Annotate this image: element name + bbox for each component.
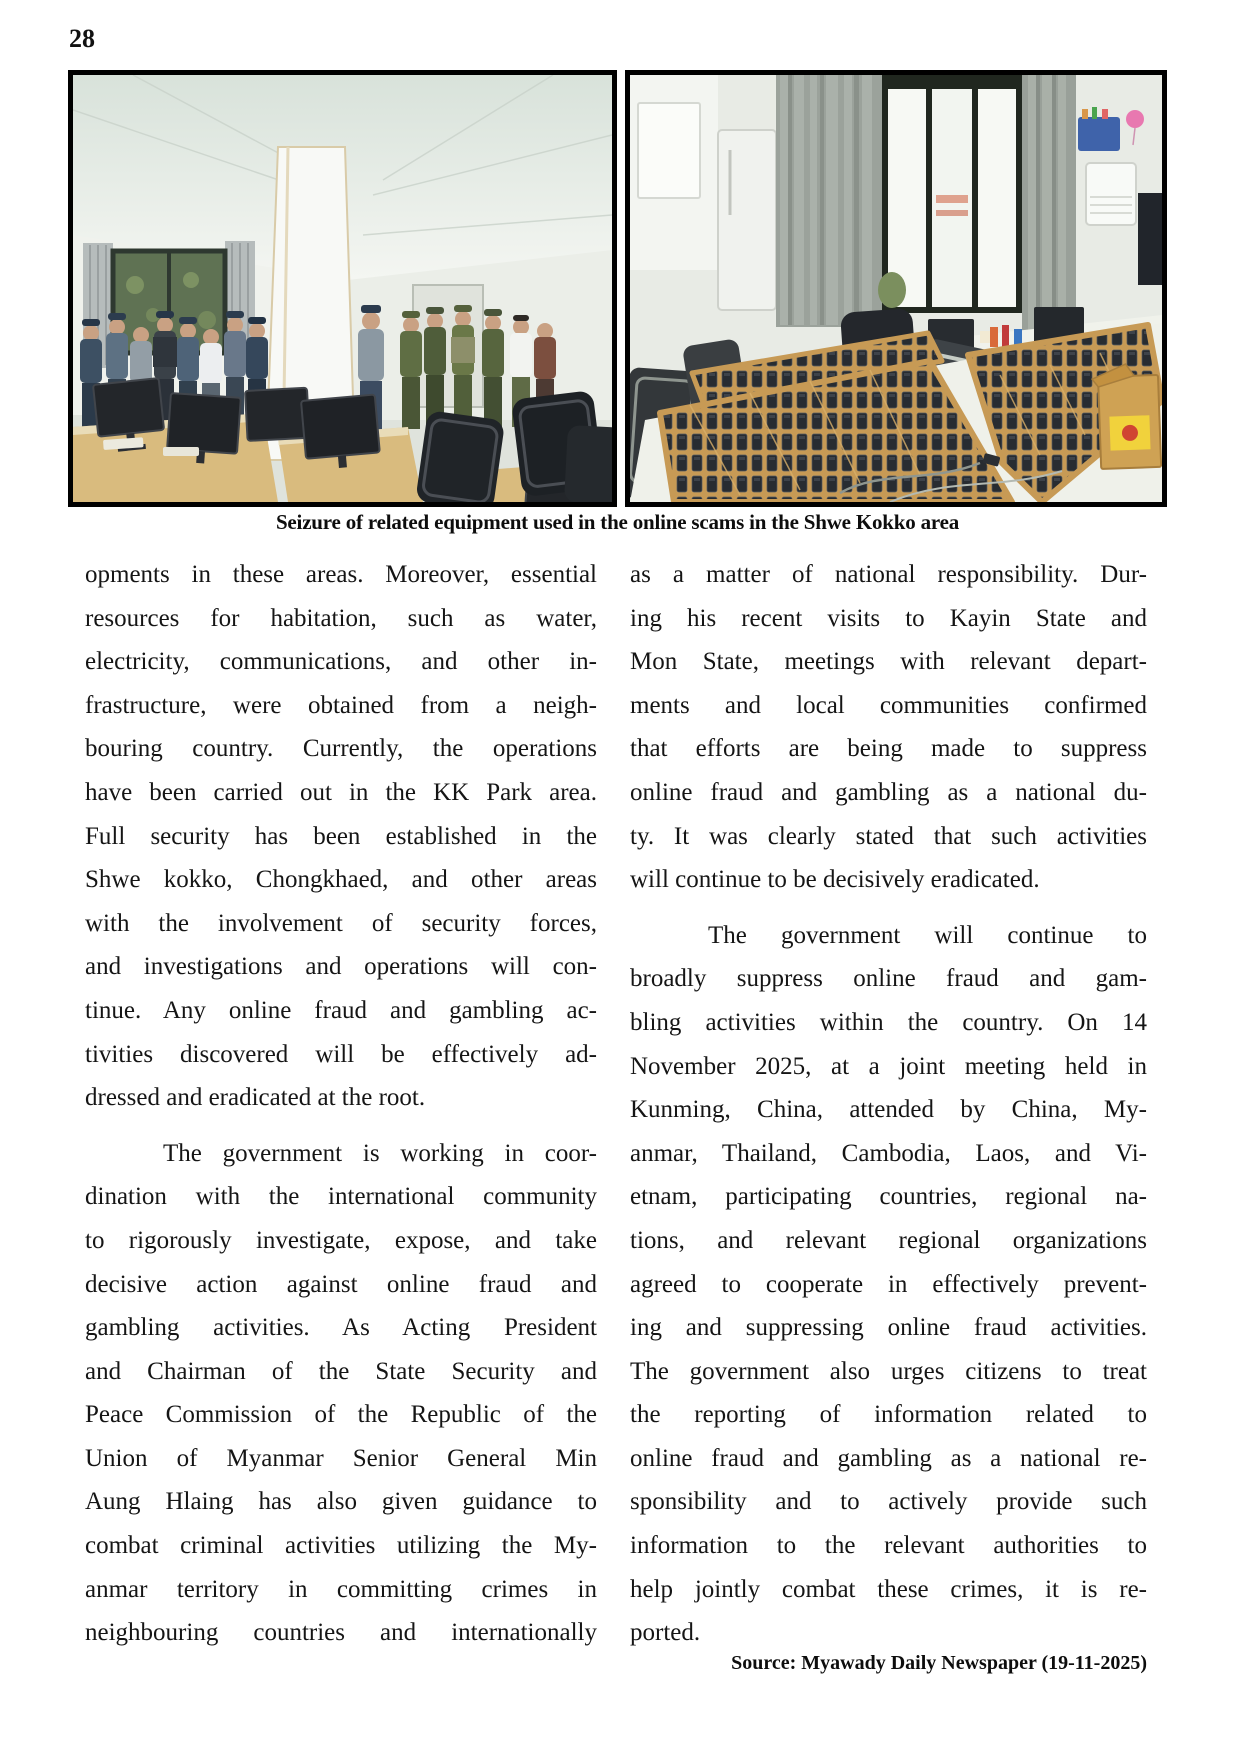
text-line: tions, and relevant regional organizations: [630, 1226, 1147, 1254]
text-line: that efforts are being made to suppress: [630, 735, 1147, 763]
text-line: electricity, communications, and other in-: [85, 648, 597, 676]
photo-right-frame: [625, 70, 1167, 507]
text-line: to rigorously investigate, expose, and take: [85, 1226, 597, 1254]
text-line: the reporting of information related to: [630, 1401, 1147, 1429]
text-line: Union of Myanmar Senior General Min: [85, 1444, 597, 1472]
paragraph: [630, 553, 1147, 902]
text-line: ty. It was clearly stated that such activities: [630, 822, 1147, 850]
text-line: tinue. Any online fraud and gambling ac-: [85, 996, 597, 1024]
paragraph: [85, 553, 597, 1120]
text-line: Aung Hlaing has also given guidance to: [85, 1488, 597, 1516]
text-line: ported.: [630, 1619, 701, 1647]
text-line: tivities discovered will be effectively ad-: [85, 1040, 597, 1068]
text-line: decisive action against online fraud and: [85, 1270, 597, 1298]
text-line: Full security has been established in the: [85, 822, 597, 850]
text-line: anmar territory in committing crimes in: [85, 1575, 597, 1603]
photo-left-frame: [68, 70, 617, 507]
text-line: ing his recent visits to Kayin State and: [630, 604, 1147, 632]
text-line: Shwe kokko, Chongkhaed, and other areas: [85, 866, 597, 894]
text-line: opments in these areas. Moreover, essential: [85, 561, 597, 588]
text-line: Mon State, meetings with relevant depart-: [630, 648, 1147, 676]
text-line: broadly suppress online fraud and gam-: [630, 965, 1147, 993]
article-column-left: [85, 553, 597, 1655]
text-line: ing and suppressing online fraud activities.: [630, 1314, 1147, 1342]
text-line: as a matter of national responsibility. Dur-: [630, 561, 1147, 588]
text-line: frastructure, were obtained from a neigh-: [85, 691, 597, 719]
text-line: help jointly combat these crimes, it is re-: [630, 1575, 1147, 1603]
text-line: online fraud and gambling as a national re-: [630, 1444, 1147, 1472]
article-column-right: [630, 553, 1147, 1655]
text-line: combat criminal activities utilizing the My-: [85, 1532, 597, 1560]
text-line: information to the relevant authorities to: [630, 1532, 1147, 1560]
photo-caption: Seizure of related equipment used in the online scams in the Shwe Kokko area: [275, 510, 960, 534]
text-line: have been carried out in the KK Park area.: [85, 778, 597, 806]
text-line: ments and local communities confirmed: [630, 691, 1147, 719]
text-line: and Chairman of the State Security and: [85, 1357, 597, 1385]
text-line: etnam, participating countries, regional na-: [630, 1183, 1147, 1211]
text-line: November 2025, at a joint meeting held in: [630, 1052, 1147, 1080]
text-line: bouring country. Currently, the operations: [85, 735, 597, 763]
source-line: Source: Myawady Daily Newspaper (19-11-2025): [731, 1652, 1147, 1674]
text-line: neighbouring countries and internationally: [85, 1619, 597, 1647]
paragraph: [85, 1132, 597, 1655]
text-line: Kunming, China, attended by China, My-: [630, 1096, 1147, 1124]
text-line: dressed and eradicated at the root.: [85, 1084, 426, 1112]
text-line: Peace Commission of the Republic of the: [85, 1401, 597, 1429]
photo-right-image: [630, 75, 1162, 502]
article-body: [85, 553, 1147, 1655]
text-line: will continue to be decisively eradicated.: [630, 866, 1040, 894]
page-number: 28: [69, 24, 95, 53]
text-line: The government is working in coor-: [163, 1139, 597, 1167]
text-line: The government also urges citizens to treat: [630, 1357, 1147, 1385]
text-line: and investigations and operations will con-: [85, 953, 597, 981]
paragraph: [630, 914, 1147, 1655]
text-line: resources for habitation, such as water,: [85, 604, 597, 632]
text-line: bling activities within the country. On 14: [630, 1008, 1147, 1036]
text-line: agreed to cooperate in effectively prevent-: [630, 1270, 1147, 1298]
photo-row: [68, 70, 1167, 507]
text-line: sponsibility and to actively provide such: [630, 1488, 1147, 1516]
text-line: dination with the international community: [85, 1183, 597, 1211]
text-line: The government will continue to: [708, 921, 1147, 949]
photo-left-image: [73, 75, 612, 502]
text-line: anmar, Thailand, Cambodia, Laos, and Vi-: [630, 1139, 1147, 1167]
text-line: online fraud and gambling as a national du-: [630, 778, 1147, 806]
text-line: with the involvement of security forces,: [85, 909, 597, 937]
text-line: gambling activities. As Acting President: [85, 1314, 597, 1342]
